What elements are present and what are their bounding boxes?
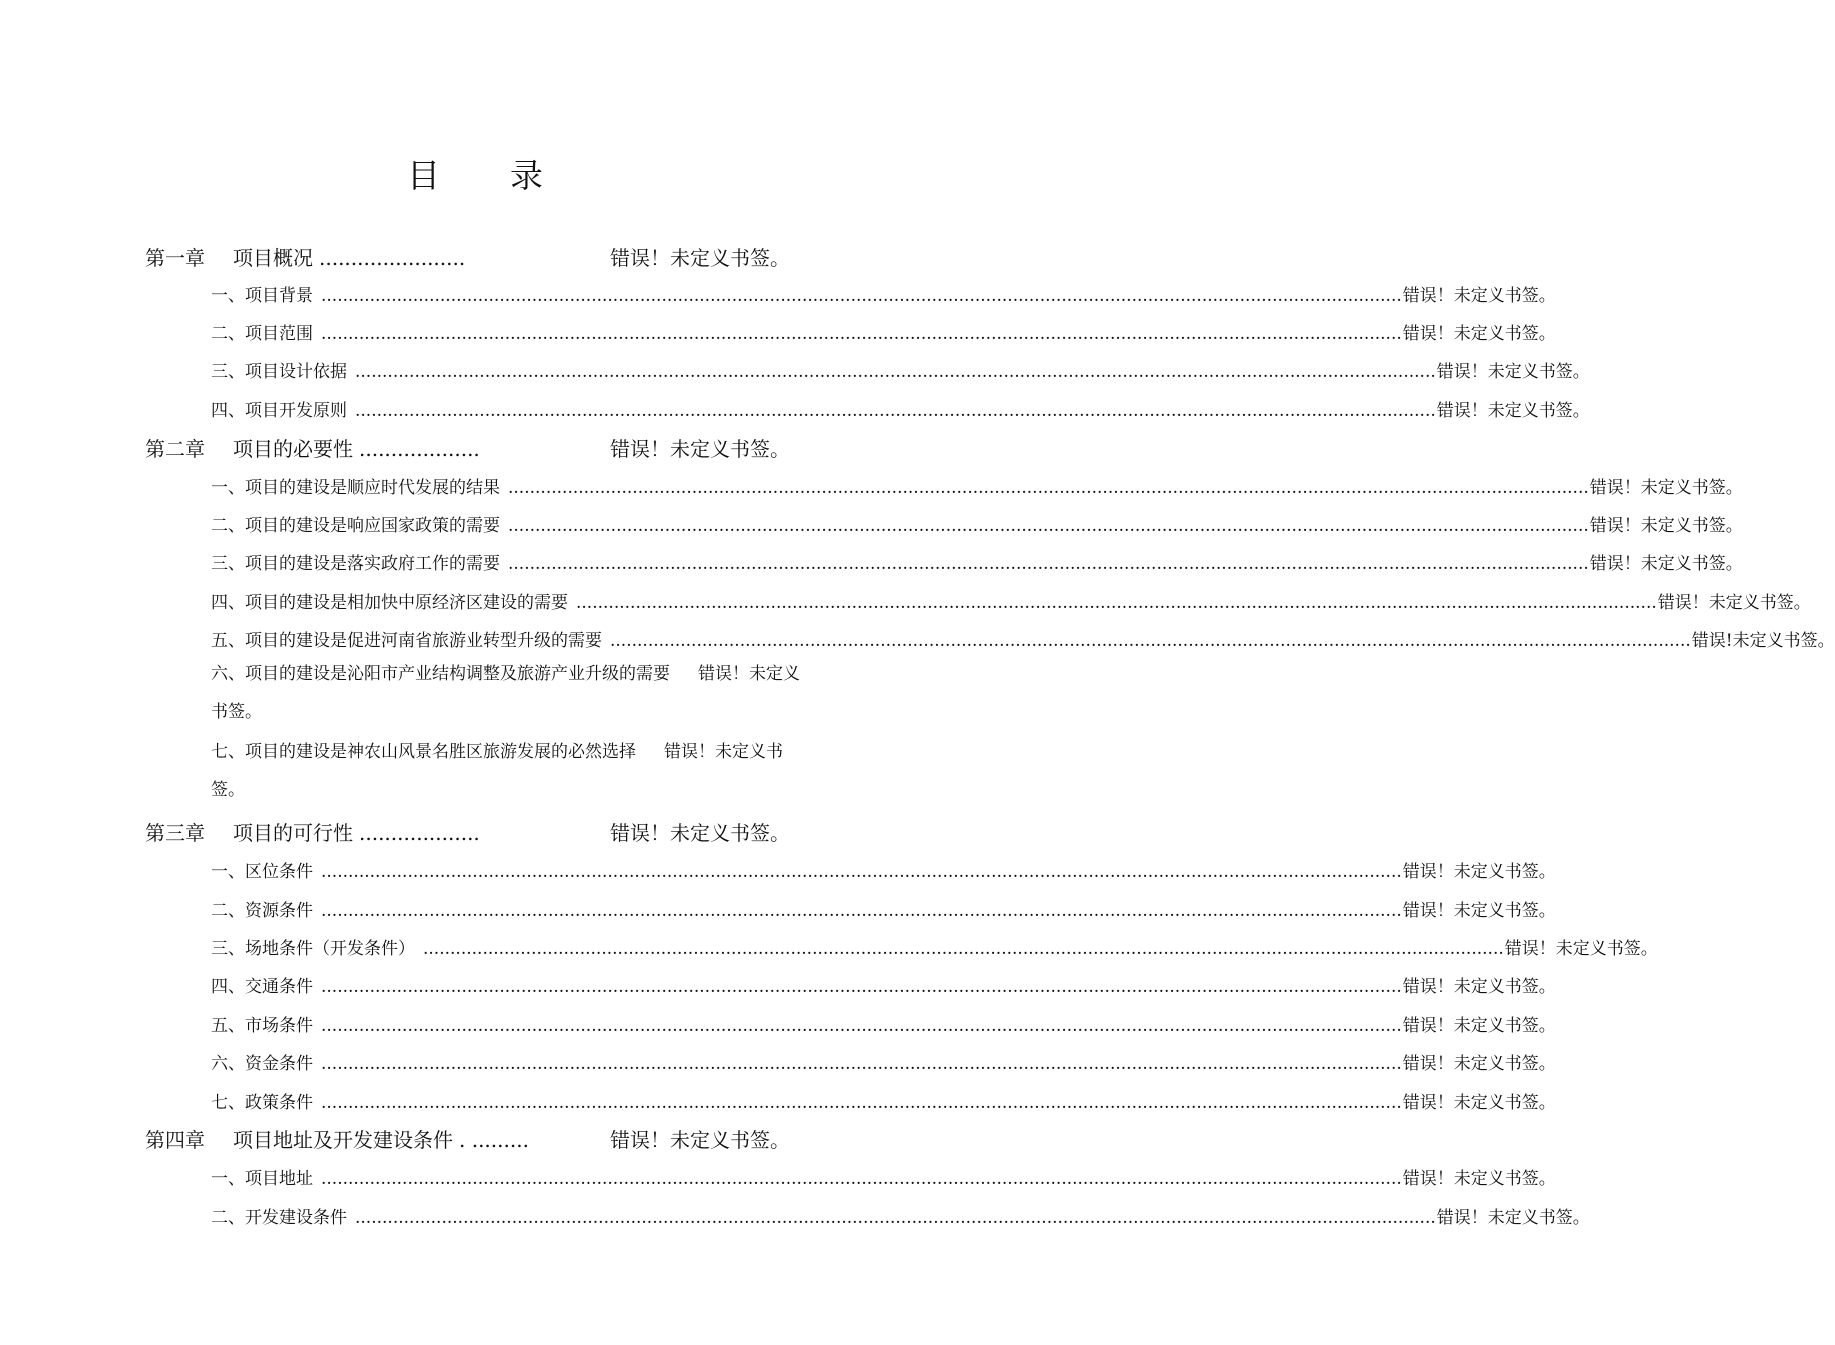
toc-section-entry[interactable] [211, 357, 1590, 382]
page-reference: 错误！未定义书签。 [211, 664, 800, 722]
toc-title: 目录 [407, 156, 613, 195]
page-reference: 错误！未定义书签。 [1402, 1169, 1556, 1189]
toc-chapter-entry[interactable] [145, 1124, 790, 1153]
leader-dots: ................... [359, 437, 480, 461]
section-label: 六、项目的建设是沁阳市产业结构调整及旅游产业升级的需要 [211, 664, 670, 684]
section-label: 二、资源条件 [211, 901, 313, 921]
section-label: 五、市场条件 [211, 1016, 313, 1036]
leader-dots: ........................................................................................................................................................................................................ [321, 1016, 1402, 1036]
toc-section-entry[interactable] [211, 1088, 1556, 1113]
section-label: 五、项目的建设是促进河南省旅游业转型升级的需要 [211, 631, 602, 651]
leader-dots: ........................................................................................................................................................................................................ [508, 554, 1589, 574]
toc-section-entry[interactable] [211, 1164, 1556, 1189]
section-label: 三、项目的建设是落实政府工作的需要 [211, 554, 500, 574]
page-reference: 错误！未定义书签。 [1504, 939, 1658, 959]
toc-chapter-entry[interactable] [145, 817, 790, 846]
section-label: 一、项目地址 [211, 1169, 313, 1189]
page-reference: 错误！未定义书签。 [1402, 901, 1556, 921]
section-label: 一、区位条件 [211, 862, 313, 882]
leader-dots: ........................................................................................................................................................................................................ [423, 939, 1504, 959]
chapter-label: 第二章 项目的必要性 [145, 437, 353, 461]
page-reference: 错误！未定义书签。 [1436, 1208, 1590, 1228]
section-label: 二、项目范围 [211, 324, 313, 344]
page-reference: 错误！未定义书签。 [610, 437, 790, 461]
leader-dots: ........................................................................................................................................................................................................ [321, 324, 1402, 344]
leader-dots: ........................................................................................................................................................................................................ [321, 286, 1402, 306]
page-reference: 错误！未定义书签。 [610, 246, 790, 270]
chapter-label: 第四章 项目地址及开发建设条件 [145, 1128, 453, 1152]
page-reference: 错误！未定义书签。 [1402, 1054, 1556, 1074]
toc-section-entry[interactable] [211, 655, 801, 731]
toc-section-entry[interactable] [211, 1203, 1590, 1228]
toc-section-entry[interactable] [211, 972, 1556, 997]
page-reference: 错误！未定义书签。 [1436, 362, 1590, 382]
toc-section-entry[interactable] [211, 319, 1556, 344]
toc-section-entry[interactable] [211, 896, 1556, 921]
toc-section-entry[interactable] [211, 1049, 1556, 1074]
page-reference: 错误！未定义书签。 [211, 742, 783, 800]
toc-chapter-entry[interactable] [145, 242, 790, 271]
section-label: 四、交通条件 [211, 977, 313, 997]
chapter-label: 第一章 项目概况 [145, 246, 313, 270]
toc-section-entry[interactable] [211, 857, 1556, 882]
page-reference: 错误！未定义书签。 [1402, 1093, 1556, 1113]
leader-dots: ................... [359, 821, 480, 845]
leader-dots: ........................................................................................................................................................................................................ [508, 478, 1589, 498]
leader-dots: ........................................................................................................................................................................................................ [610, 631, 1691, 651]
page-reference: 错误！未定义书签。 [1657, 593, 1811, 613]
toc-section-entry[interactable] [211, 511, 1743, 536]
section-label: 一、项目背景 [211, 286, 313, 306]
page-reference: 错误！未定义书签。 [1589, 554, 1743, 574]
page-reference: 错误!未定义书签。 [1691, 631, 1835, 651]
page-reference: 错误！未定义书签。 [1402, 977, 1556, 997]
section-label: 四、项目开发原则 [211, 401, 347, 421]
leader-dots: ........................................................................................................................................................................................................ [321, 1169, 1402, 1189]
page-reference: 错误！未定义书签。 [1402, 1016, 1556, 1036]
section-label: 三、场地条件（开发条件） [211, 939, 415, 959]
leader-dots: ........................................................................................................................................................................................................ [321, 977, 1402, 997]
section-label: 四、项目的建设是相加快中原经济区建设的需要 [211, 593, 568, 613]
page-reference: 错误！未定义书签。 [1402, 862, 1556, 882]
leader-dots: ........................................................................................................................................................................................................ [576, 593, 1657, 613]
leader-dots: . ......... [459, 1128, 529, 1152]
leader-dots: ........................................................................................................................................................................................................ [355, 1208, 1436, 1228]
leader-dots: ........................................................................................................................................................................................................ [508, 516, 1589, 536]
page-reference: 错误！未定义书签。 [1589, 478, 1743, 498]
leader-dots: ........................................................................................................................................................................................................ [355, 362, 1436, 382]
section-label: 七、政策条件 [211, 1093, 313, 1113]
page-reference: 错误！未定义书签。 [610, 821, 790, 845]
page-reference: 错误！未定义书签。 [1402, 286, 1556, 306]
leader-dots: ........................................................................................................................................................................................................ [355, 401, 1436, 421]
section-label: 二、开发建设条件 [211, 1208, 347, 1228]
toc-section-entry[interactable] [211, 733, 801, 809]
section-label: 二、项目的建设是响应国家政策的需要 [211, 516, 500, 536]
section-label: 三、项目设计依据 [211, 362, 347, 382]
toc-chapter-entry[interactable] [145, 433, 790, 462]
toc-section-entry[interactable] [211, 281, 1556, 306]
toc-section-entry[interactable] [211, 473, 1743, 498]
toc-section-entry[interactable] [211, 396, 1590, 421]
leader-dots: ....................... [319, 246, 466, 270]
toc-section-entry[interactable] [211, 934, 1658, 959]
chapter-label: 第三章 项目的可行性 [145, 821, 353, 845]
section-label: 七、项目的建设是神农山风景名胜区旅游发展的必然选择 [211, 742, 636, 762]
page-reference: 错误！未定义书签。 [610, 1128, 790, 1152]
toc-section-entry[interactable] [211, 1011, 1556, 1036]
toc-section-entry[interactable] [211, 626, 1835, 651]
page-reference: 错误！未定义书签。 [1402, 324, 1556, 344]
section-label: 一、项目的建设是顺应时代发展的结果 [211, 478, 500, 498]
section-label: 六、资金条件 [211, 1054, 313, 1074]
toc-section-entry[interactable] [211, 549, 1743, 574]
leader-dots: ........................................................................................................................................................................................................ [321, 901, 1402, 921]
page-reference: 错误！未定义书签。 [1436, 401, 1590, 421]
leader-dots: ........................................................................................................................................................................................................ [321, 1093, 1402, 1113]
toc-section-entry[interactable] [211, 588, 1811, 613]
leader-dots: ........................................................................................................................................................................................................ [321, 1054, 1402, 1074]
page-reference: 错误！未定义书签。 [1589, 516, 1743, 536]
leader-dots: ........................................................................................................................................................................................................ [321, 862, 1402, 882]
